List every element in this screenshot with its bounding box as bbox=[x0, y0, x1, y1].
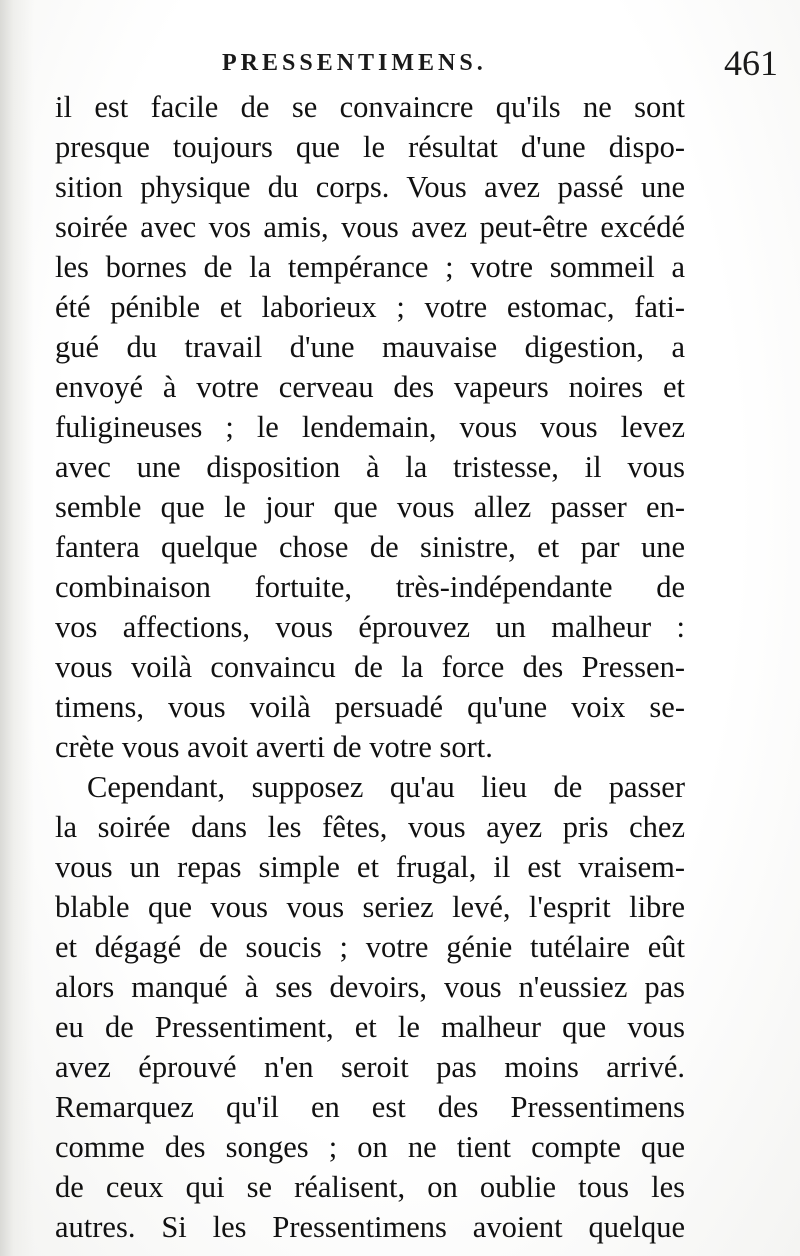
paragraph-start-line: Cependant, supposez qu'au lieu de passer bbox=[87, 770, 685, 804]
text-line: vos affections, vous éprouvez un malheur : bbox=[55, 610, 685, 644]
text-line: il est facile de se convaincre qu'ils ne sont bbox=[55, 90, 685, 124]
text-line: vous voilà convaincu de la force des Pressen- bbox=[55, 650, 685, 684]
text-line: avec une disposition à la tristesse, il vous bbox=[55, 450, 685, 484]
text-line: fantera quelque chose de sinistre, et par une bbox=[55, 530, 685, 564]
text-line: sition physique du corps. Vous avez passé une bbox=[55, 170, 685, 204]
text-line: et dégagé de soucis ; votre génie tutélaire eût bbox=[55, 930, 685, 964]
text-line: comme des songes ; on ne tient compte que bbox=[55, 1130, 685, 1164]
text-line: envoyé à votre cerveau des vapeurs noires et bbox=[55, 370, 685, 404]
text-line: Remarquez qu'il en est des Pressentimens bbox=[55, 1090, 685, 1124]
page-number: 461 bbox=[724, 43, 778, 83]
text-line: blable que vous vous seriez levé, l'esprit libre bbox=[55, 890, 685, 924]
text-line: autres. Si les Pressentimens avoient quelque bbox=[55, 1210, 685, 1244]
text-line: la soirée dans les fêtes, vous ayez pris chez bbox=[55, 810, 685, 844]
text-line: avez éprouvé n'en seroit pas moins arrivé. bbox=[55, 1050, 685, 1084]
page-gutter-shadow bbox=[0, 0, 34, 1256]
text-line: alors manqué à ses devoirs, vous n'eussiez pas bbox=[55, 970, 685, 1004]
body-text bbox=[55, 87, 685, 1247]
text-line: presque toujours que le résultat d'une dispo- bbox=[55, 130, 685, 164]
text-line: eu de Pressentiment, et le malheur que vous bbox=[55, 1010, 685, 1044]
text-line: vous un repas simple et frugal, il est vraisem- bbox=[55, 850, 685, 884]
text-line: les bornes de la tempérance ; votre sommeil a bbox=[55, 250, 685, 284]
text-line: été pénible et laborieux ; votre estomac, fati- bbox=[55, 290, 685, 324]
text-line: timens, vous voilà persuadé qu'une voix se- bbox=[55, 690, 685, 724]
text-line: semble que le jour que vous allez passer en- bbox=[55, 490, 685, 524]
running-title: PRESSENTIMENS. bbox=[222, 50, 487, 76]
text-line: fuligineuses ; le lendemain, vous vous levez bbox=[55, 410, 685, 444]
text-line: gué du travail d'une mauvaise digestion, a bbox=[55, 330, 685, 364]
text-line: soirée avec vos amis, vous avez peut-être excédé bbox=[55, 210, 685, 244]
text-line: combinaison fortuite, très-indépendante de bbox=[55, 570, 685, 604]
text-line: de ceux qui se réalisent, on oublie tous les bbox=[55, 1170, 685, 1204]
paragraph-end-line: crète vous avoit averti de votre sort. bbox=[55, 730, 493, 764]
page-header bbox=[0, 40, 800, 90]
